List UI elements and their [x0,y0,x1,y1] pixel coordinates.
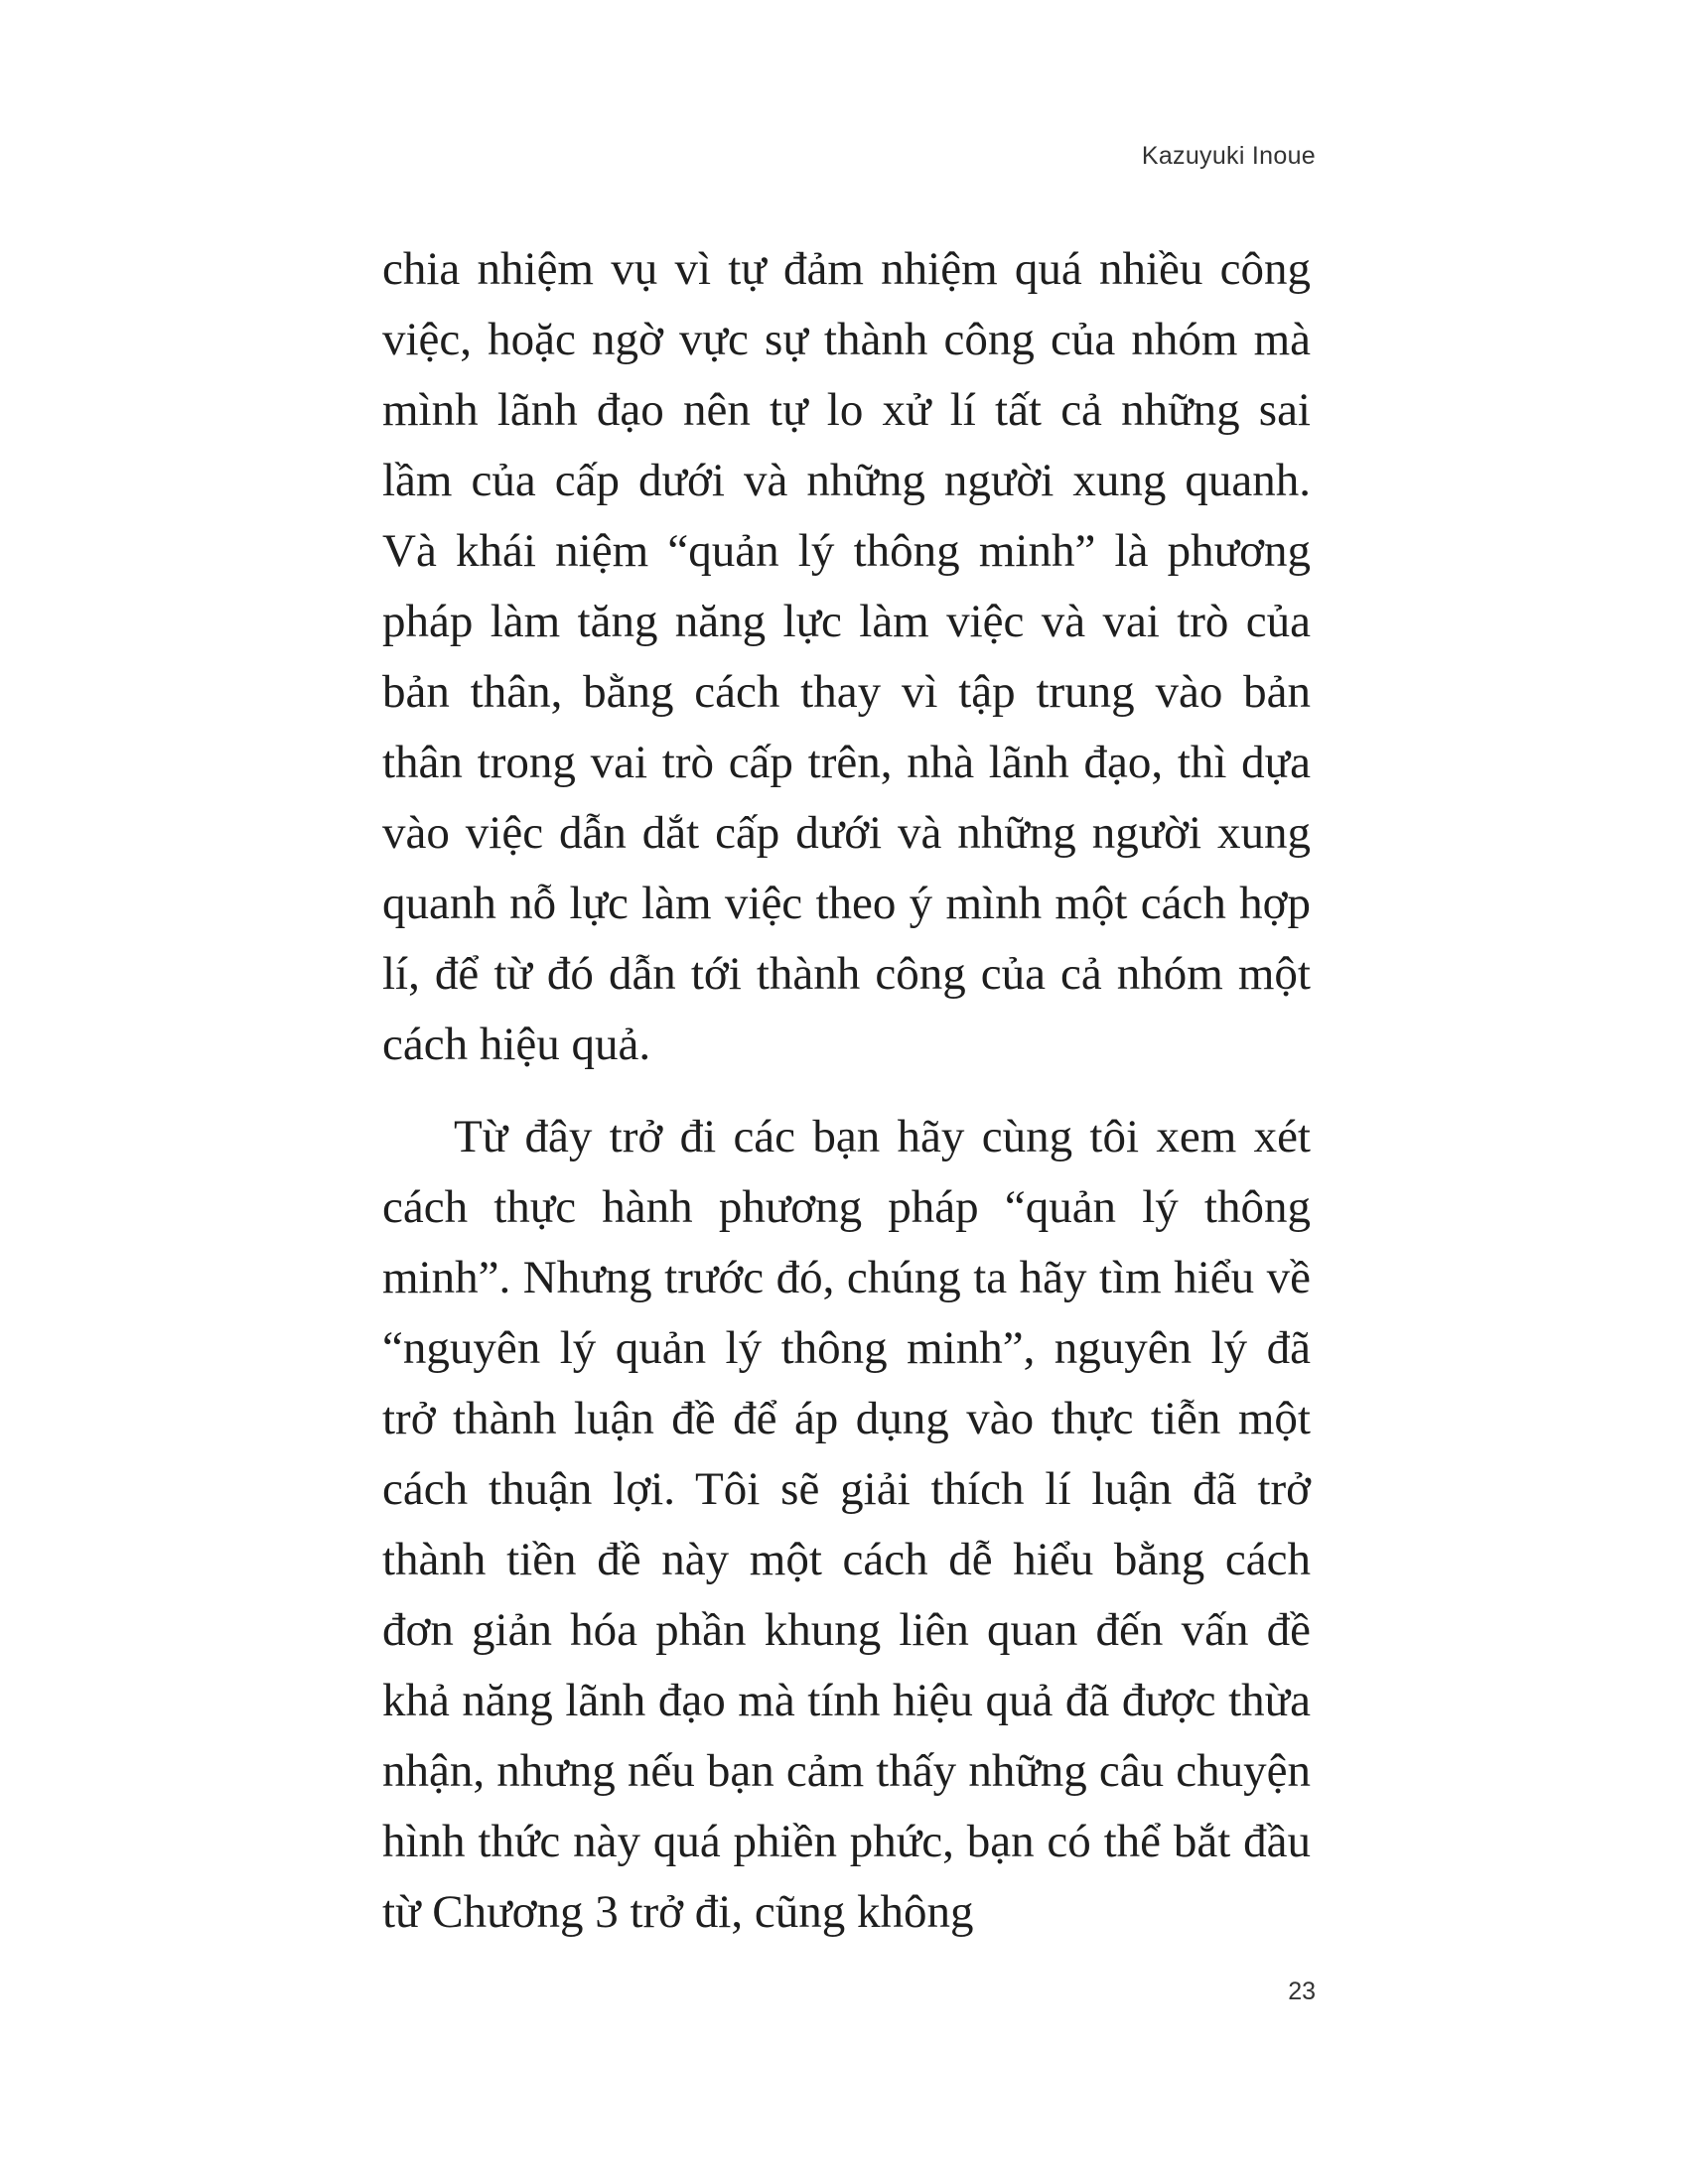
body-paragraph-2: Từ đây trở đi các bạn hãy cùng tôi xem xét cách thực hành phương pháp “quản lý thông minh”. Nhưng trước đó, chúng ta hãy tìm hiểu về “nguyên lý quản lý thông minh”, nguyên lý đã trở thành luận đề để áp dụng vào thực tiễn một cách thuận lợi. Tôi sẽ giải thích lí luận đã trở thành tiền đề này một cách dễ hiểu bằng cách đơn giản hóa phần khung liên quan đến vấn đề khả năng lãnh đạo mà tính hiệu quả đã được thừa nhận, nhưng nếu bạn cảm thấy những câu chuyện hình thức này quá phiền phức, bạn có thể bắt đầu từ Chương 3 trở đi, cũng không [382,1111,1311,1938]
body-paragraph-1: chia nhiệm vụ vì tự đảm nhiệm quá nhiều công việc, hoặc ngờ vực sự thành công của nhóm mà mình lãnh đạo nên tự lo xử lí tất cả những sai lầm của cấp dưới và những người xung quanh. Và khái niệm “quản lý thông minh” là phương pháp làm tăng năng lực làm việc và vai trò của bản thân, bằng cách thay vì tập trung vào bản thân trong vai trò cấp trên, nhà lãnh đạo, thì dựa vào việc dẫn dắt cấp dưới và những người xung quanh nỗ lực làm việc theo ý mình một cách hợp lí, để từ đó dẫn tới thành công của cả nhóm một cách hiệu quả. [382,243,1311,1070]
running-header-author: Kazuyuki Inoue [1141,142,1316,170]
page-number: 23 [1288,1978,1316,2005]
page-body-text [382,234,1311,1948]
